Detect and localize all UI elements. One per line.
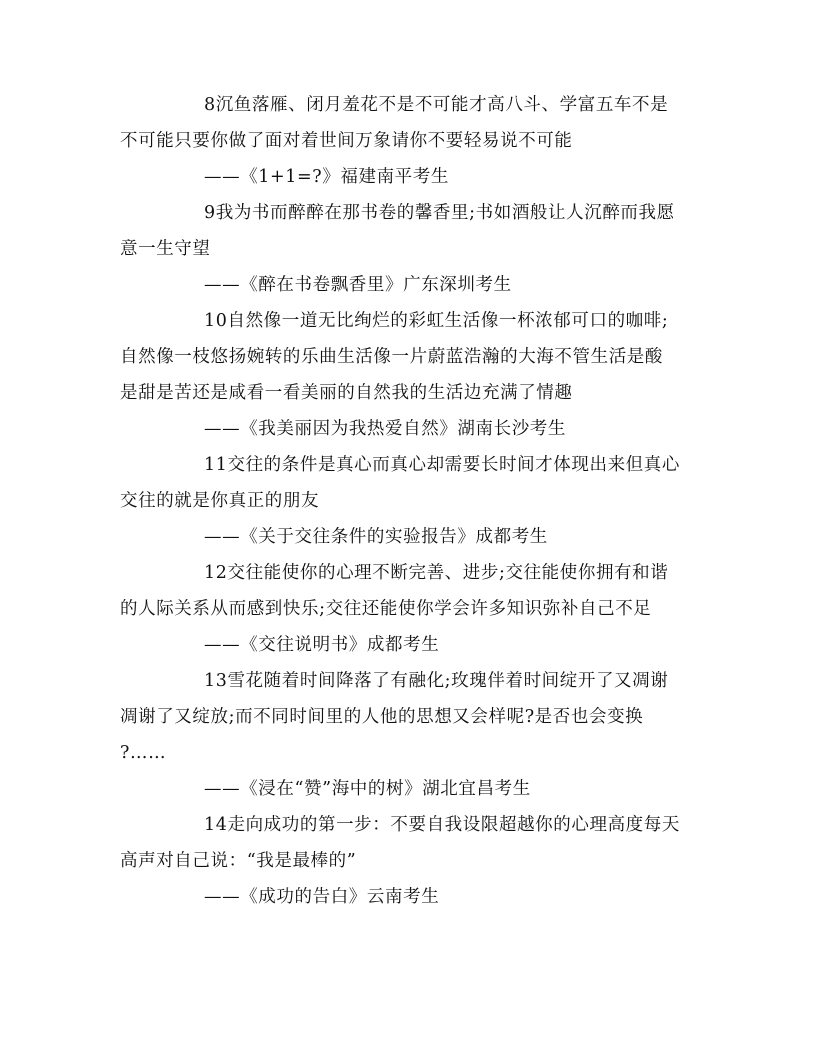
paragraph-10-line-3: 是甜是苦还是咸看一看美丽的自然我的生活边充满了情趣 bbox=[120, 383, 573, 403]
attribution-14: ——《成功的告白》云南考生 bbox=[204, 887, 440, 907]
attribution-13: ——《浸在“赞”海中的树》湖北宜昌考生 bbox=[204, 779, 531, 799]
attribution-12: ——《交往说明书》成都考生 bbox=[204, 635, 440, 655]
paragraph-9-line-2: 意一生守望 bbox=[120, 239, 211, 259]
paragraph-10-line-2: 自然像一枝悠扬婉转的乐曲生活像一片蔚蓝浩瀚的大海不管生活是酸 bbox=[120, 347, 663, 367]
paragraph-8-line-1: 8沉鱼落雁、闭月羞花不是不可能才高八斗、学富五车不是 bbox=[204, 95, 669, 115]
paragraph-10-line-1: 10自然像一道无比绚烂的彩虹生活像一杯浓郁可口的咖啡; bbox=[204, 311, 669, 331]
paragraph-8-line-2: 不可能只要你做了面对着世间万象请你不要轻易说不可能 bbox=[120, 131, 573, 151]
attribution-10: ——《我美丽因为我热爱自然》湖南长沙考生 bbox=[204, 419, 566, 439]
attribution-8: ——《1+1=?》福建南平考生 bbox=[204, 167, 449, 187]
paragraph-13-line-3: ?…… bbox=[120, 743, 167, 763]
paragraph-14-line-1: 14走向成功的第一步：不要自我设限超越你的心理高度每天 bbox=[204, 815, 680, 835]
paragraph-12-line-2: 的人际关系从而感到快乐;交往还能使你学会许多知识弥补自己不足 bbox=[120, 599, 652, 619]
paragraph-12-line-1: 12交往能使你的心理不断完善、进步;交往能使你拥有和谐 bbox=[204, 563, 669, 583]
paragraph-11-line-2: 交往的就是你真正的朋友 bbox=[120, 491, 320, 511]
paragraph-9-line-1: 9我为书而醉醉在那书卷的馨香里;书如酒般让人沉醉而我愿 bbox=[204, 203, 675, 223]
attribution-11: ——《关于交往条件的实验报告》成都考生 bbox=[204, 527, 548, 547]
attribution-9: ——《醉在书卷飘香里》广东深圳考生 bbox=[204, 275, 512, 295]
paragraph-14-line-2: 高声对自己说：“我是最棒的” bbox=[120, 851, 357, 871]
paragraph-13-line-2: 凋谢了又绽放;而不同时间里的人他的思想又会样呢?是否也会变换 bbox=[120, 707, 644, 727]
paragraph-11-line-1: 11交往的条件是真心而真心却需要长时间才体现出来但真心 bbox=[204, 455, 680, 475]
paragraph-13-line-1: 13雪花随着时间降落了有融化;玫瑰伴着时间绽开了又凋谢 bbox=[204, 671, 669, 691]
